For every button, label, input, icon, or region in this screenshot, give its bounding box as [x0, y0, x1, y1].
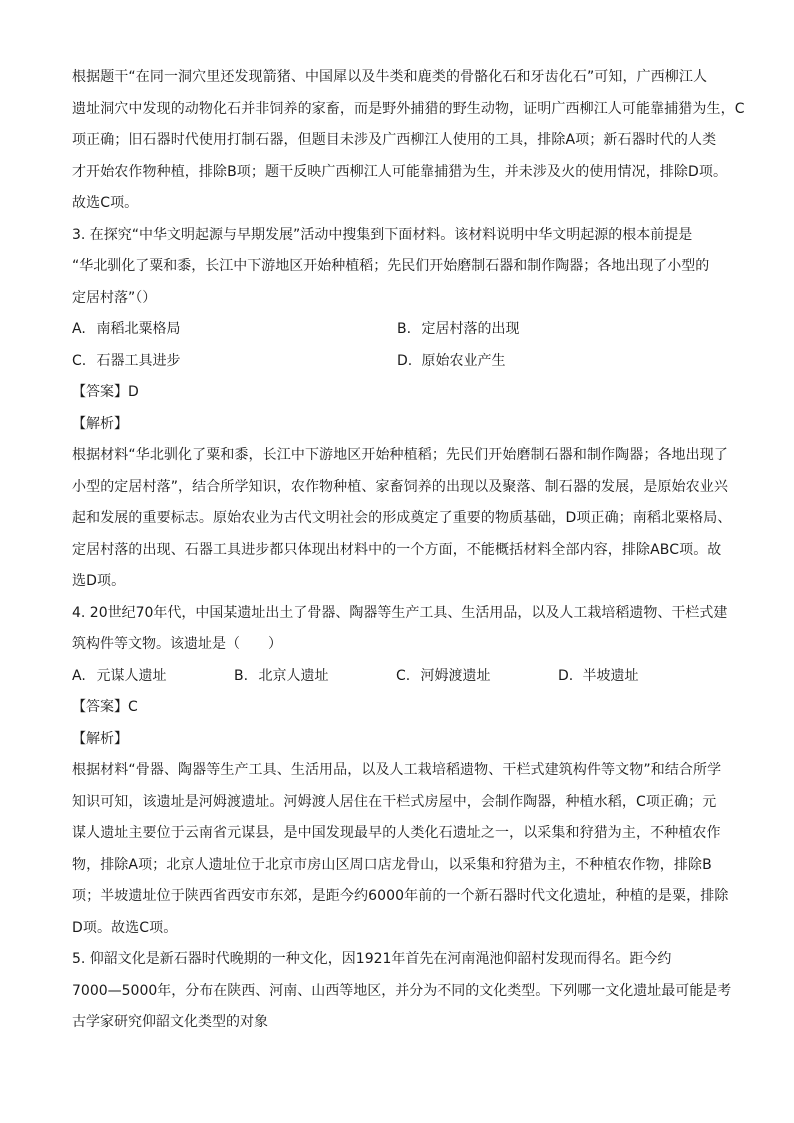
analysis-line: 才开始农作物种植，排除B项；题干反映广西柳江人可能靠捕猎为生，并未涉及火的使用情况，排除D项。 — [72, 163, 728, 180]
option-text: 元谋人遗址 — [96, 667, 167, 684]
option-letter: C. — [72, 352, 87, 369]
analysis-line: 根据题干“在同一洞穴里还发现箭猪、中国犀以及牛类和鹿类的骨骼化石和牙齿化石”可知，广西柳江人 — [72, 69, 708, 85]
option-text: 南稻北粟格局 — [96, 321, 181, 337]
analysis-line: 谋人遗址主要位于云南省元谋县，是中国发现最早的人类化石遗址之一，以采集和狩猎为主，不种植农作 — [72, 825, 721, 841]
question-3-analysis — [72, 440, 732, 598]
stem-line: 4. 20世纪70年代，中国某遗址出土了骨器、陶器等生产工具、生活用品，以及人工栽培稻遗物、干栏式建 — [72, 604, 728, 621]
question-4-options — [72, 661, 732, 693]
analysis-line: 根据材料“华北驯化了粟和黍，长江中下游地区开始种植稻；先民们开始磨制石器和制作陶器；各地出现了 — [72, 447, 728, 463]
analysis-line: 物，排除A项；北京人遗址位于北京市房山区周口店龙骨山，以采集和狩猎为主，不种植农作物，排除B — [72, 856, 712, 873]
stem-line: 5. 仰韶文化是新石器时代晚期的一种文化，因1921年首先在河南渑池仰韶村发现而得名。距今约 — [72, 951, 672, 967]
question-3-answer: 【答案】D — [72, 384, 139, 400]
prev-analysis-paragraph — [72, 62, 745, 220]
analysis-line: 项；半坡遗址位于陕西省西安市东郊，是距今约6000年前的一个新石器时代文化遗址，种植的是粟，排除 — [72, 888, 729, 904]
option-text: 定居村落的出现 — [421, 321, 520, 337]
stem-line: 7000—5000年，分布在陕西、河南、山西等地区，并分为不同的文化类型。下列哪一文化遗址最可能是考 — [72, 982, 732, 999]
option-letter: C. — [396, 667, 411, 684]
option-a — [72, 314, 397, 346]
option-c — [396, 661, 558, 693]
stem-line: 古学家研究仰韶文化类型的对象 — [72, 1014, 268, 1030]
option-text: 石器工具进步 — [96, 352, 181, 369]
stem-line: 定居村落”（） — [72, 289, 157, 306]
option-a — [72, 661, 234, 693]
analysis-line: 选D项。 — [72, 573, 126, 589]
option-letter: B. — [234, 667, 249, 684]
question-4-analysis-label: 【解析】 — [72, 730, 128, 747]
question-5-stem — [72, 944, 732, 1039]
analysis-line: 定居村落的出现、石器工具进步都只体现出材料中的一个方面，不能概括材料全部内容，排除ABC项。故 — [72, 541, 722, 558]
stem-line: “华北驯化了粟和黍，长江中下游地区开始种植稻；先民们开始磨制石器和制作陶器；各地出现了小型的 — [72, 258, 710, 274]
analysis-line: 项正确；旧石器时代使用打制石器，但题目未涉及广西柳江人使用的工具，排除A项；新石器时代的人类 — [72, 132, 717, 148]
analysis-line: 起和发展的重要标志。原始农业为古代文明社会的形成奠定了重要的物质基础，D项正确；南稻北粟格局、 — [72, 510, 732, 526]
option-b — [234, 661, 396, 693]
question-4-stem — [72, 598, 732, 661]
question-3-analysis-label: 【解析】 — [72, 415, 128, 432]
question-4-answer: 【答案】C — [72, 699, 138, 715]
question-3-options — [72, 314, 732, 377]
option-letter: B. — [397, 321, 412, 337]
analysis-line: 故选C项。 — [72, 195, 139, 211]
option-letter: D. — [397, 352, 413, 369]
option-letter: A. — [72, 321, 86, 337]
analysis-line: D项。故选C项。 — [72, 919, 178, 936]
option-text: 半坡遗址 — [582, 667, 639, 684]
option-letter: A. — [72, 667, 86, 684]
option-b — [397, 314, 722, 346]
analysis-line: 小型的定居村落”，结合所学知识，农作物种植、家畜饲养的出现以及聚落、制石器的发展，是原始农业兴 — [72, 478, 728, 495]
stem-line: 3. 在探究“中华文明起源与早期发展”活动中搜集到下面材料。该材料说明中华文明起源的根本前提是 — [72, 226, 693, 243]
option-text: 河姆渡遗址 — [420, 667, 491, 684]
option-text: 北京人遗址 — [258, 667, 329, 684]
stem-line: 筑构件等文物。该遗址是（ ） — [72, 636, 282, 652]
analysis-line: 知识可知，该遗址是河姆渡遗址。河姆渡人居住在干栏式房屋中，会制作陶器，种植水稻，C项正确；元 — [72, 793, 717, 810]
option-c — [72, 346, 397, 378]
analysis-line: 根据材料“骨器、陶器等生产工具、生活用品，以及人工栽培稻遗物、干栏式建筑构件等文物”和结合所学 — [72, 762, 722, 778]
option-text: 原始农业产生 — [421, 352, 506, 369]
option-letter: D. — [558, 667, 574, 684]
question-4-analysis — [72, 755, 732, 944]
option-d — [397, 346, 722, 378]
analysis-line: 遗址洞穴中发现的动物化石并非饲养的家畜，而是野外捕猎的野生动物，证明广西柳江人可能靠捕猎为生，C — [72, 100, 745, 117]
question-3-stem — [72, 220, 732, 315]
option-d — [558, 661, 720, 693]
document-page — [72, 62, 745, 1039]
